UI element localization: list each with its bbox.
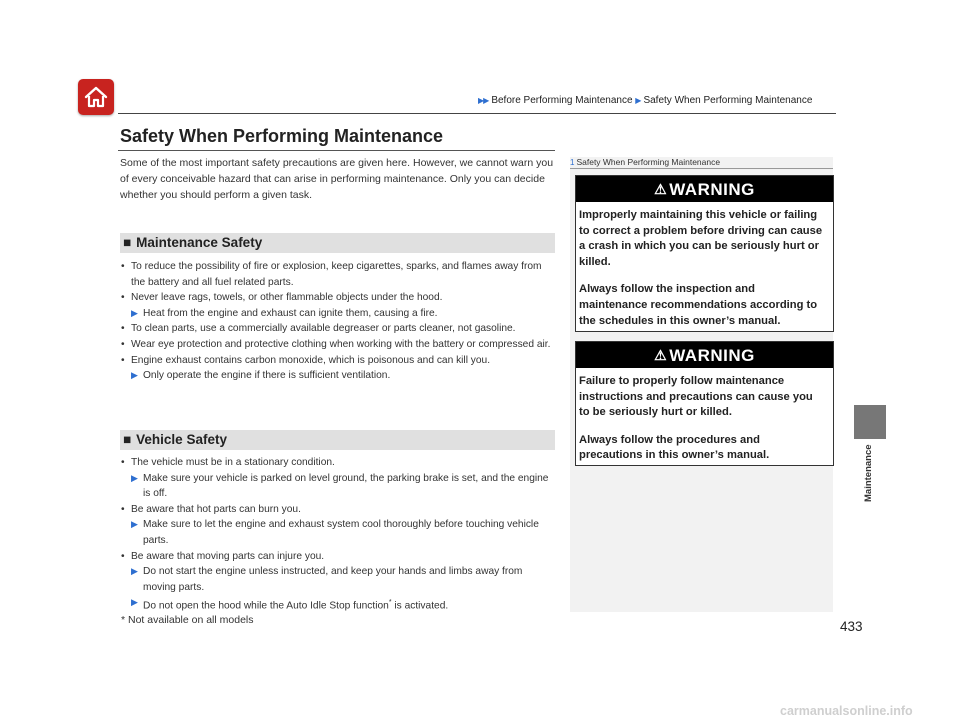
arrow-right-icon: ▶▶	[478, 96, 489, 105]
warning-triangle-icon: ⚠	[654, 347, 668, 363]
list-item: • Be aware that moving parts can injure you. ▶ Do not start the engine unless instructed, and keep your hands and limbs away from moving parts. ▶ Do not open the hood while the Auto Idle Stop function* is activated.	[121, 550, 523, 612]
section-heading-maintenance: ■ Maintenance Safety	[120, 233, 555, 253]
vehicle-safety-list	[120, 455, 556, 614]
sidebar-divider	[570, 168, 833, 169]
intro-paragraph: Some of the most important safety precautions are given here. However, we cannot warn you of every conceivable hazard that can arise in performing maintenance. Only you can decide whether you should perform a given task.	[120, 157, 554, 201]
list-item: • Wear eye protection and protective clothing when working with the battery or compressed air.	[121, 338, 551, 350]
warning-header: ⚠ WARNING	[576, 342, 833, 368]
list-item: • The vehicle must be in a stationary condition. ▶ Make sure your vehicle is parked on level ground, the parking brake is set, and the engine is off.	[121, 457, 549, 500]
footnote: * Not available on all models	[121, 614, 254, 626]
chapter-tab[interactable]	[854, 405, 886, 439]
maintenance-safety-list	[120, 259, 556, 384]
list-item: • Engine exhaust contains carbon monoxide, which is poisonous and can kill you. ▶ Only operate the engine if there is sufficient ventilation.	[120, 353, 556, 384]
arrow-right-icon: ▶	[131, 597, 138, 608]
arrow-right-icon: ▶	[131, 370, 138, 381]
warning-text: Failure to properly follow maintenance instructions and precautions can cause you to be seriously hurt or killed.	[579, 375, 813, 419]
page-title: Safety When Performing Maintenance	[120, 126, 444, 146]
arrow-right-icon: ▶	[635, 96, 641, 105]
header-divider	[118, 113, 836, 114]
warning-text: Improperly maintaining this vehicle or failing to correct a problem before driving can cause a crash in which you can be seriously hurt or killed.	[579, 209, 823, 268]
arrow-right-icon: ▶	[131, 307, 138, 318]
breadcrumb	[478, 95, 812, 106]
warning-box-1	[575, 175, 834, 332]
warning-header: ⚠ WARNING	[576, 176, 833, 202]
note-icon: 1	[570, 158, 575, 167]
arrow-right-icon: ▶	[131, 566, 138, 577]
list-item: • Never leave rags, towels, or other flammable objects under the hood. ▶ Heat from the engine and exhaust can ignite them, causing a fire.	[120, 290, 556, 321]
arrow-right-icon: ▶	[131, 519, 138, 530]
list-item: • To reduce the possibility of fire or explosion, keep cigarettes, sparks, and flames away from the battery and all fuel related parts.	[121, 261, 542, 288]
warning-text: Always follow the inspection and maintenance recommendations according to the schedules in this owner’s manual.	[579, 283, 818, 327]
section-heading-vehicle: ■ Vehicle Safety	[120, 430, 555, 450]
warning-text: Always follow the procedures and precautions in this owner’s manual.	[579, 433, 770, 462]
list-item: • To clean parts, use a commercially available degreaser or parts cleaner, not gasoline.	[121, 323, 516, 335]
title-divider	[118, 150, 555, 151]
breadcrumb-item[interactable]: Before Performing Maintenance	[491, 95, 633, 106]
warning-box-2	[575, 341, 834, 466]
arrow-right-icon: ▶	[131, 472, 138, 483]
watermark: carmanualsonline.info	[780, 704, 913, 718]
page-number: 433	[840, 619, 863, 634]
breadcrumb-item[interactable]: Safety When Performing Maintenance	[643, 95, 813, 106]
home-icon	[83, 85, 109, 109]
section-title: Maintenance Safety	[136, 235, 263, 250]
footnote-marker[interactable]: *	[388, 599, 392, 607]
chapter-tab-label: Maintenance	[863, 444, 874, 502]
warning-triangle-icon: ⚠	[654, 181, 668, 197]
home-button[interactable]	[78, 79, 114, 115]
list-item: • Be aware that hot parts can burn you. ▶ Make sure to let the engine and exhaust system cool thoroughly before touching vehicle parts.	[121, 503, 539, 546]
section-title: Vehicle Safety	[136, 432, 227, 447]
sidebar-title: 1 Safety When Performing Maintenance	[570, 157, 721, 167]
